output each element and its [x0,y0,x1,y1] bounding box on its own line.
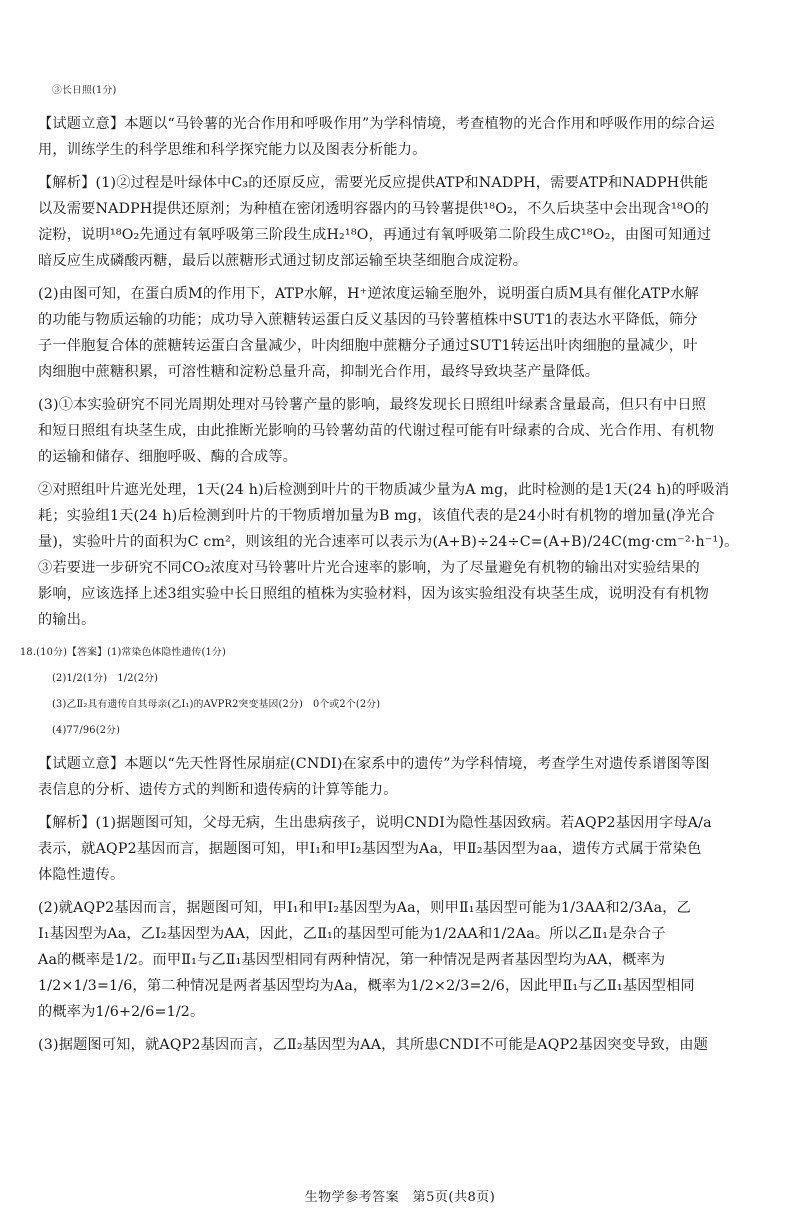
text-line: 表信息的分析、遗传方式的判断和遗传病的计算等能力。 [38,782,398,798]
text-line: 的运输和储存、细胞呼吸、酶的合成等。 [38,449,297,465]
text-line-intent-heading: 【试题立意】本题以“先天性肾性尿崩症(CNDI)在家系中的遗传”为学科情境，考查学生对遗传系谱图等图 [38,756,710,772]
text-line: 以及需要NADPH提供还原剂；为种植在密闭透明容器内的马铃薯提供¹⁸O₂，不久后块茎中会出现含¹⁸O的 [38,201,710,217]
text-line-analysis-heading: 【解析】(1)据题图可知，父母无病，生出患病孩子，说明CNDI为隐性基因致病。若AQP2基因用字母A/a [38,815,712,831]
text-line: Ⅰ₁基因型为Aa，乙Ⅰ₂基因型为AA，因此，乙Ⅱ₁的基因型可能为1/2AA和1/2Aa。所以乙Ⅱ₁是杂合子 [38,926,666,942]
page-footer: 生物学参考答案 第5页(共8页) [304,1190,496,1205]
text-line-analysis-heading: 【解析】(1)②过程是叶绿体中C₃的还原反应，需要光反应提供ATP和NADPH，需要ATP和NADPH供能 [38,175,709,191]
text-line: 表示，就AQP2基因而言，据题图可知，甲Ⅰ₁和甲Ⅰ₂基因型为Aa，甲Ⅱ₂基因型为aa，遗传方式属于常染色 [38,841,702,857]
text-line: 体隐性遗传。 [38,867,125,883]
text-line: (2)由图可知，在蛋白质M的作用下，ATP水解，H⁺逆浓度运输至胞外，说明蛋白质M具有催化ATP水解 [38,286,699,302]
text-line: 淀粉，说明¹⁸O₂先通过有氧呼吸第三阶段生成H₂¹⁸O，再通过有氧呼吸第二阶段生成C¹⁸O₂，由图可知通过 [38,227,712,243]
text-line: 的输出。 [38,612,96,628]
text-line: 子一伴胞复合体的蔗糖转运蛋白含量减少，叶肉细胞中蔗糖分子通过SUT1转运出叶肉细胞的量减少，叶 [38,338,698,354]
text-line: 的概率为1/6+2/6=1/2。 [38,1004,205,1020]
text-line: 耗；实验组1天(24 h)后检测到叶片的干物质增加量为B mg，该值代表的是24小时有机物的增加量(净光合 [38,508,715,524]
text-line: (3)乙Ⅱ₂具有遗传自其母亲(乙Ⅰ₁)的AVPR2突变基因(2分) 0个或2个(2分) [52,699,381,710]
text-line: Aa的概率是1/2。而甲Ⅱ₁与乙Ⅱ₁基因型相同有两种情况，第一种情况是两者基因型均为AA，概率为 [38,952,666,968]
text-line: 的功能与物质运输的功能；成功导入蔗糖转运蛋白反义基因的马铃薯植株中SUT1的表达水平降低，筛分 [38,312,698,328]
text-line: 和短日照组有块茎生成，由此推断光影响的马铃薯幼苗的代谢过程可能有叶绿素的合成、光合作用、有机物 [38,423,715,439]
text-line: ③若要进一步研究不同CO₂浓度对马铃薯叶片光合速率的影响，为了尽量避免有机物的输出对实验结果的 [38,560,700,576]
text-line-intent-heading: 【试题立意】本题以“马铃薯的光合作用和呼吸作用”为学科情境，考查植物的光合作用和呼吸作用的综合运 [38,116,715,132]
text-line: 1/2×1/3=1/6，第二种情况是两者基因型均为Aa，概率为1/2×2/3=2/6，因此甲Ⅱ₁与乙Ⅱ₁基因型相同 [38,978,695,994]
text-line: 暗反应生成磷酸丙糖，最后以蔗糖形式通过韧皮部运输至块茎细胞合成淀粉。 [38,253,528,269]
text-line: 影响，应该选择上述3组实验中长日照组的植株为实验材料，因为该实验组没有块茎生成，说明没有有机物 [38,586,710,602]
text-line: (3)①本实验研究不同光周期处理对马铃薯产量的影响，最终发现长日照组叶绿素含量最高，但只有中日照 [38,397,707,413]
text-line: ②对照组叶片遮光处理，1天(24 h)后检测到叶片的干物质减少量为A mg，此时检测的是1天(24 h)的呼吸消 [38,482,730,498]
text-line: 肉细胞中蔗糖积累，可溶性糖和淀粉总量升高，抑制光合作用，最终导致块茎产量降低。 [38,364,600,380]
answer-text-body [20,78,780,1058]
text-line: (2)1/2(1分) 1/2(2分) [52,673,159,684]
text-line: ③长日照(1分) [52,85,117,96]
question-18-answer-heading: 18.(10分)【答案】(1)常染色体隐性遗传(1分) [20,647,227,658]
text-line: (2)就AQP2基因而言，据题图可知，甲Ⅰ₁和甲Ⅰ₂基因型为Aa，则甲Ⅱ₁基因型可能为1/3AA和2/3Aa，乙 [38,900,692,916]
text-line: (4)77/96(2分) [52,725,121,736]
text-line: 用，训练学生的科学思维和科学探究能力以及图表分析能力。 [38,142,427,158]
text-line: 量)，实验叶片的面积为C cm²，则该组的光合速率可以表示为(A+B)÷24÷C=(A+B)/24C(mg·cm⁻²·h⁻¹)。 [38,534,739,550]
text-line: (3)据题图可知，就AQP2基因而言，乙Ⅱ₂基因型为AA，其所患CNDI不可能是AQP2基因突变导致，由题 [38,1037,709,1053]
